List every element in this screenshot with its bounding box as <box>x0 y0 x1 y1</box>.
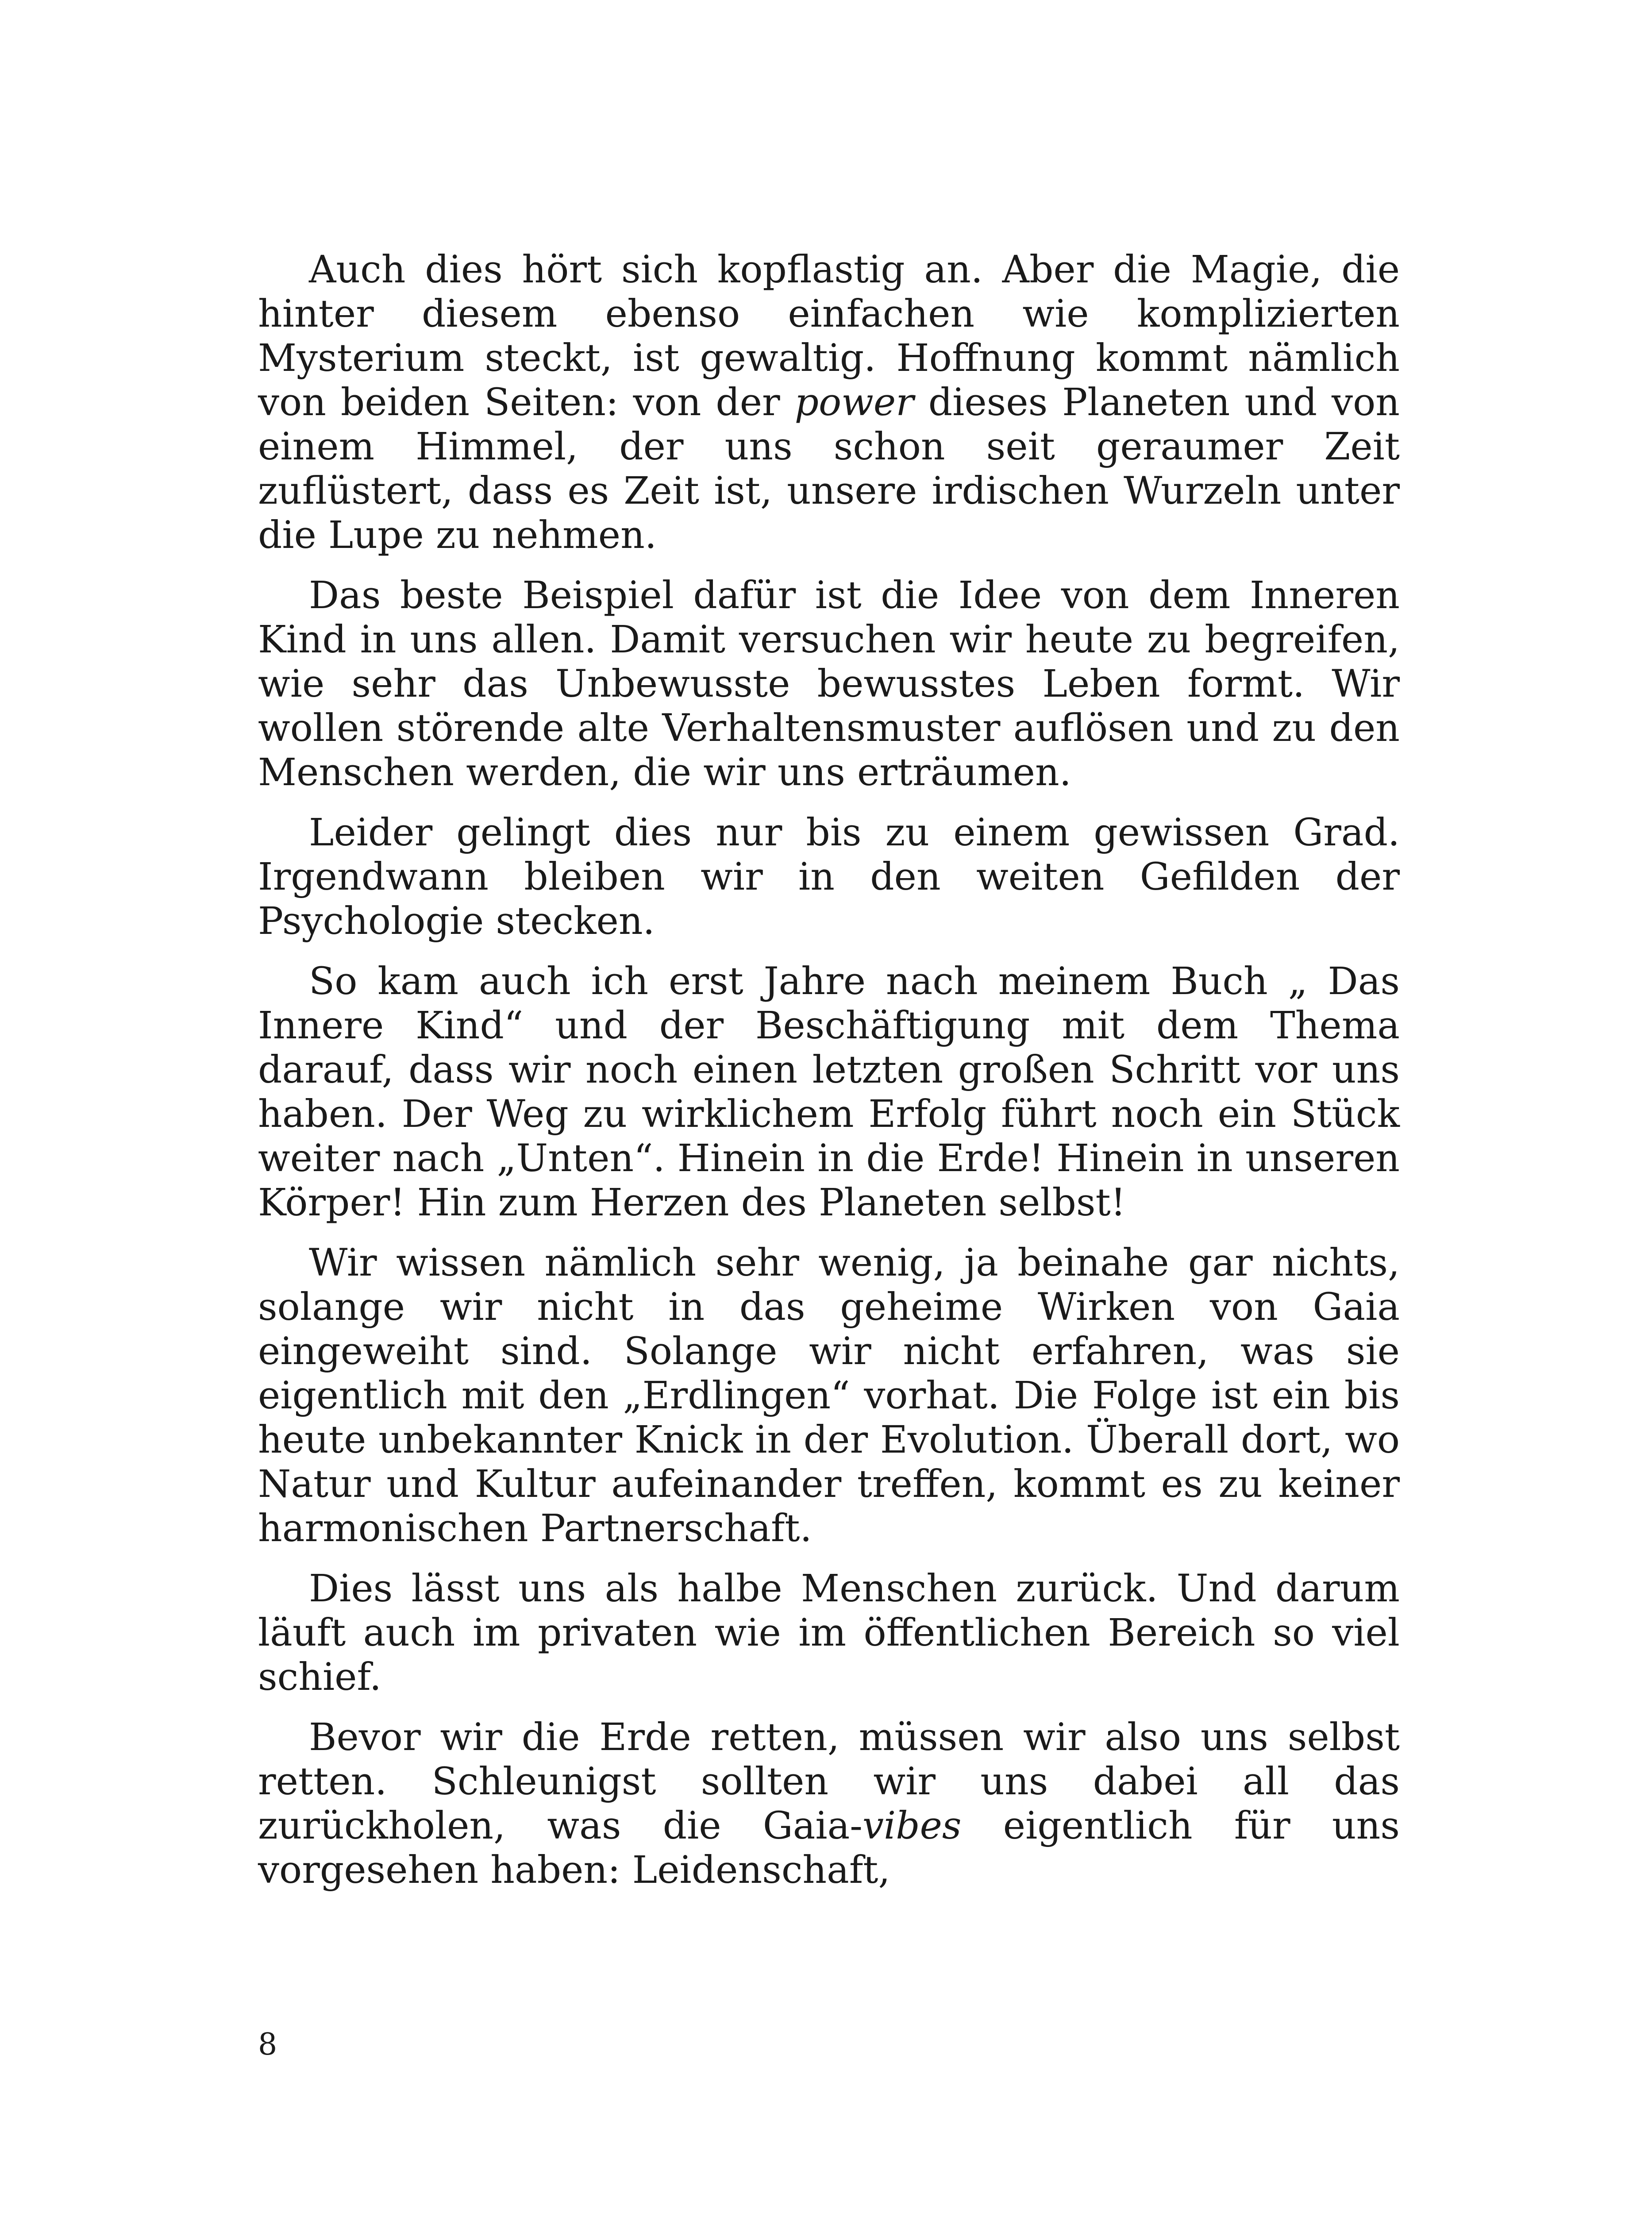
paragraph: Auch dies hört sich kopflastig an. Aber die Magie, die hinter diesem ebenso einfachen wie komplizierten Mysterium steckt, ist gewaltig. Hoffnung kommt nämlich von beiden Seiten: von der power dieses Planeten und von einem Himmel, der uns schon seit geraumer Zeit zuflüstert, dass es Zeit ist, unsere irdischen Wurzeln unter die Lupe zu nehmen. <box>258 248 1400 557</box>
paragraph: Wir wissen nämlich sehr wenig, ja beinahe gar nichts, solange wir nicht in das geheime Wirken von Gaia eingeweiht sind. Solange wir nicht erfahren, was sie eigentlich mit den „Erdlingen“ vorhat. Die Folge ist ein bis heute unbekannter Knick in der Evolution. Überall dort, wo Natur und Kultur aufeinander treffen, kommt es zu keiner harmonischen Partnerschaft. <box>258 1241 1400 1550</box>
italic-word: power <box>794 381 914 424</box>
page-number: 8 <box>258 2027 277 2062</box>
paragraph: Das beste Beispiel dafür ist die Idee von dem Inneren Kind in uns allen. Damit versuchen wir heute zu begreifen, wie sehr das Unbewusste bewusstes Leben formt. Wir wollen störende alte Verhaltensmuster auflösen und zu den Menschen werden, die wir uns erträumen. <box>258 574 1400 794</box>
paragraph: Dies lässt uns als halbe Menschen zurück. Und darum läuft auch im privaten wie im öffentlichen Bereich so viel schief. <box>258 1567 1400 1699</box>
italic-word: vibes <box>862 1804 962 1848</box>
paragraph: Leider gelingt dies nur bis zu einem gewissen Grad. Irgendwann bleiben wir in den weiten Gefilden der Psychologie stecken. <box>258 811 1400 943</box>
paragraph: So kam auch ich erst Jahre nach meinem Buch „ Das Innere Kind“ und der Beschäftigung mit dem Thema darauf, dass wir noch einen letzten großen Schritt vor uns haben. Der Weg zu wirklichem Erfolg führt noch ein Stück weiter nach „Unten“. Hinein in die Erde! Hinein in unseren Körper! Hin zum Herzen des Planeten selbst! <box>258 960 1400 1225</box>
paragraph: Bevor wir die Erde retten, müssen wir also uns selbst retten. Schleunigst sollten wir uns dabei all das zurückholen, was die Gaia-vibes eigentlich für uns vorgesehen haben: Leidenschaft, <box>258 1716 1400 1892</box>
body-text <box>258 248 1400 1908</box>
